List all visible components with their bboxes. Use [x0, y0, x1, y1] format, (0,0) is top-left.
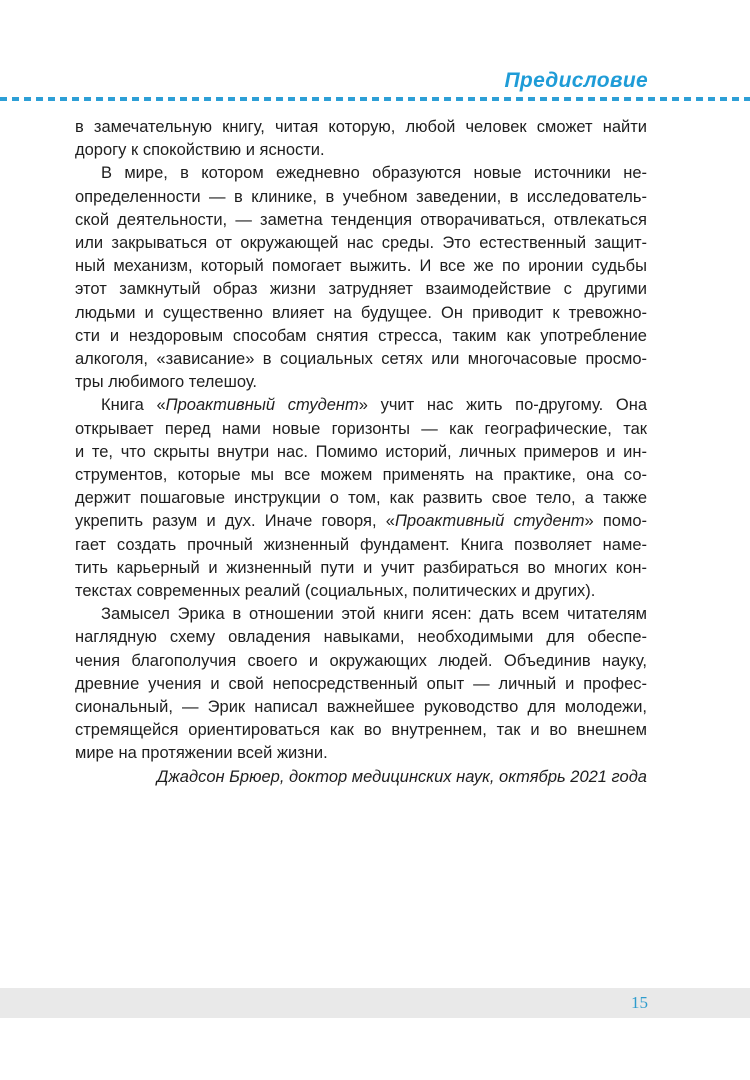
- page-body: [75, 116, 647, 789]
- text-line: древние учения и свой непосредственный опыт — личный и профес-: [75, 674, 647, 693]
- text-line: алкоголя, «зависание» в социальных сетях или многочасовые просмо-: [75, 350, 647, 369]
- text-line: тры любимого телешоу.: [75, 373, 257, 392]
- book-title-italic: Проактивный студент: [165, 396, 359, 415]
- text-line: или закрываться от окружающей нас среды. Это естественный защит-: [75, 234, 647, 253]
- text-line: держит пошаговые инструкции о том, как развить свое тело, а также: [75, 489, 647, 508]
- text-line: стремящейся ориентироваться как во внутреннем, так и во внешнем: [75, 721, 647, 740]
- text-line: укрепить разум и дух. Иначе говоря, «Проактивный студент» помо-: [75, 512, 647, 531]
- running-head-title: Предисловие: [504, 69, 648, 92]
- page-number: 15: [631, 993, 648, 1012]
- text-line: открывает перед нами новые горизонты — как географические, так: [75, 419, 647, 438]
- text-line: и те, что скрыты внутри нас. Помимо историй, личных примеров и ин-: [75, 442, 647, 461]
- text-line: ный механизм, который помогает выжить. И все же по иронии судьбы: [75, 257, 647, 276]
- text-line: сиональный, — Эрик написал важнейшее руководство для молодежи,: [75, 698, 647, 717]
- text-line: людьми и существенно влияет на будущее. Он приводит к тревожно-: [75, 303, 647, 322]
- text-line: определенности — в клинике, в учебном заведении, в исследователь-: [75, 187, 647, 206]
- text-line: Книга «Проактивный студент» учит нас жить по-другому. Она: [101, 396, 647, 415]
- signature-line: Джадсон Брюер, доктор медицинских наук, октябрь 2021 года: [156, 767, 647, 786]
- text-line: мире на протяжении всей жизни.: [75, 744, 328, 763]
- text-line: этот замкнутый образ жизни затрудняет взаимодействие с другими: [75, 280, 647, 299]
- text-line: текстах современных реалий (социальных, политических и других).: [75, 582, 596, 601]
- text-line: струментов, которые мы все можем применять на практике, она со-: [75, 466, 647, 485]
- text-line: сти и нездоровым способам снятия стресса, таким как употребление: [75, 326, 647, 345]
- text-line: тить карьерный и жизненный пути и учит разбираться во многих кон-: [75, 558, 647, 577]
- book-title-italic: Проактивный студент: [394, 512, 585, 531]
- text-line: гает создать прочный жизненный фундамент. Книга позволяет наме-: [75, 535, 647, 554]
- text-line: в замечательную книгу, читая которую, любой человек сможет найти: [75, 118, 647, 136]
- text-line: наглядную схему овладения навыками, необходимыми для обеспе-: [75, 628, 647, 647]
- text-line: В мире, в котором ежедневно образуются новые источники не-: [101, 164, 647, 183]
- dashed-divider: [0, 97, 750, 101]
- text-line: чения благополучия своего и окружающих людей. Объединив науку,: [75, 651, 647, 670]
- footer-band: [0, 988, 750, 1018]
- text-line: Замысел Эрика в отношении этой книги ясен: дать всем читателям: [101, 605, 647, 624]
- text-line: ской деятельности, — заметна тенденция отворачиваться, отвлекаться: [75, 210, 647, 229]
- text-line: дорогу к спокойствию и ясности.: [75, 141, 325, 160]
